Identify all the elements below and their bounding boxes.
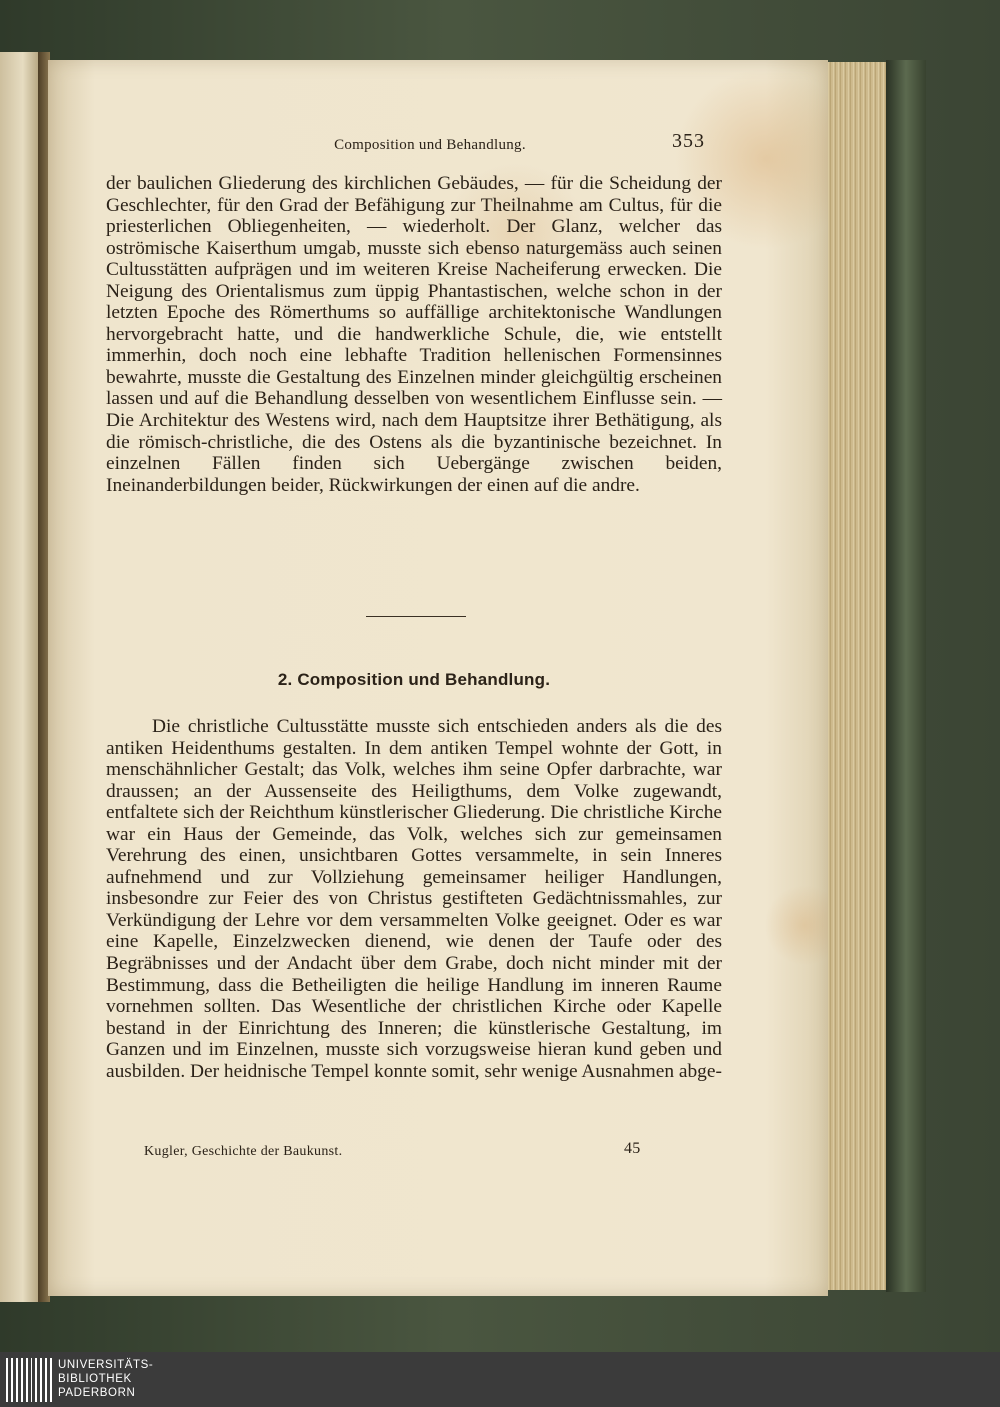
paragraph-continued: der baulichen Gliederung des kirchlichen Gebäudes, — für die Scheidung der Geschlechter, für den Grad der Befähigung zur Theilnahme am Cultus, für die priesterlichen Obliegenheiten, — wiederholt. Der Glanz, welcher das oströmische Kaiserthum umgab, musste sich ebenso naturgemäss auch seinen Cultusstätten aufprägen und im weiteren Kreise Nacheiferung erwecken. Die Neigung des Orientalismus zum üppig Phantastischen, welche schon in der letzten Epoche des Römerthums so auffällige architektonische Wandlungen hervorgebracht hatte, und die handwerkliche Schule, die, wie entstellt immerhin, doch noch eine lebhafte Tradition hellenischen Formensinnes bewahrte, musste die Gestaltung des Einzelnen minder gleichgültig erscheinen lassen und auf die Behandlung desselben von wesentlichem Einflusse sein. — Die Architektur des Westens wird, nach dem Hauptsitze ihrer Bethätigung, als die römisch-christliche, die des Ostens als die byzantinische bezeichnet. In einzelnen Fällen finden sich Uebergänge zwischen beiden, Ineinanderbildungen beider, Rückwirkungen der einen auf die andre.	[106, 173, 722, 496]
left-page-edge	[0, 52, 40, 1302]
page-number: 353	[672, 130, 705, 152]
library-name: UNIVERSITÄTS- BIBLIOTHEK PADERBORN	[58, 1359, 154, 1399]
running-head: Composition und Behandlung.	[334, 137, 526, 153]
book-cover-edge	[886, 60, 926, 1292]
book-page	[48, 60, 828, 1296]
footer-signature-line	[144, 1140, 704, 1160]
paragraph-section-body: Die christliche Cultusstätte musste sich entschieden anders als die des antiken Heidenthums gestalten. In dem antiken Tempel wohnte der Gott, in menschähnlicher Gestalt; das Volk, welches ihm seine Opfer darbrachte, war draussen; an der Aussenseite des Heiligthums, dem Volke zugewandt, entfaltete sich der Reichthum künstlerischer Gliederung. Die christliche Kirche war ein Haus der Gemeinde, das Volk, welches sich zur gemeinsamen Verehrung des einen, unsichtbaren Gottes versammelte, in sein Inneres aufnehmend und zur Vollziehung gemeinsamer heiliger Handlungen, insbesondre zur Feier des von Christus gestifteten Gedächtnissmahles, zur Verkündigung der Lehre vor dem versammelten Volke geeignet. Oder es war eine Kapelle, Einzelzwecken dienend, wie denen der Taufe oder des Begräbnisses und der Andacht über dem Grabe, doch nicht minder mit der Bestimmung, dass die Betheiligten die heilige Handlung im inneren Raume vornehmen sollten. Das Wesentliche der christlichen Kirche oder Kapelle bestand in der Einrichtung des Inneren; die künstlerische Gestaltung, im Ganzen und im Einzelnen, musste sich vorzugsweise hieran kund geben und ausbilden. Der heidnische Tempel konnte somit, sehr wenige Ausnahmen abge-	[106, 716, 722, 1082]
section-divider	[366, 616, 466, 617]
signature-mark: 45	[624, 1140, 641, 1157]
section-heading: 2. Composition und Behandlung.	[277, 670, 551, 689]
library-footer	[0, 1352, 1000, 1407]
footer-author: Kugler, Geschichte der Baukunst.	[144, 1144, 343, 1159]
library-logo-icon	[6, 1358, 52, 1402]
page-block-edges	[826, 62, 887, 1290]
